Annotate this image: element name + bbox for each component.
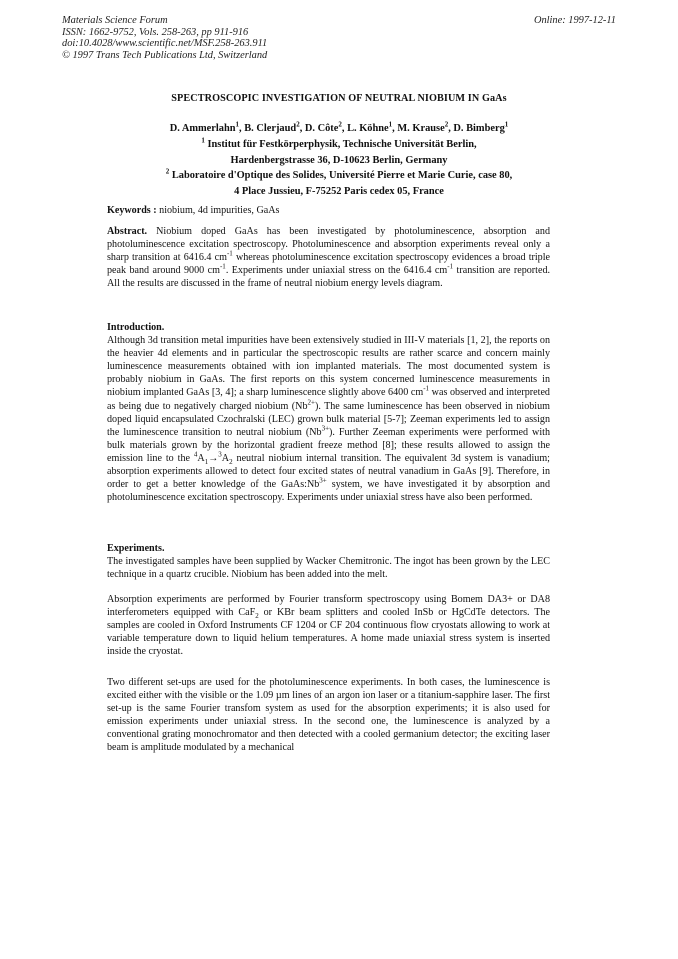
journal-doi[interactable]: doi:10.4028/www.scientific.net/MSF.258-263.911	[62, 38, 268, 50]
affiliation-mark: 1	[388, 120, 393, 129]
text-run: Two different set-ups are used for the photoluminescence experiments. In both cases, the luminescence is excited either with the visible or the 1.09 µm lines of an argon ion laser or a titanium-sapphire laser. The first set-up is the same Fourier transfom system as used for the absorption experiments; it is also used for emission experiments under uniaxial stress. In the second one, the luminescence is analyzed by a conventional grating monochromator and then detected with a cooled germanium detector; the exciting laser beam is amplitude modulated by a mechanical	[107, 677, 550, 754]
affiliation-2	[0, 168, 678, 184]
subscript: 1	[204, 457, 209, 466]
affiliation-text: Institut für Festkörperphysik, Technische Universität Berlin,	[207, 138, 477, 150]
text-run: or KBr beam splitters and cooled InSb or HgCdTe detectors. The samples are cooled in Oxford Instruments CF 1204 or CF 204 continuous flow cryostats allowing to work at variable temperature down to liquid helium temperatures. A home made uniaxial stress system is inserted inside the cryostat.	[107, 607, 550, 658]
journal-header	[62, 15, 616, 61]
affiliation-mark: 1	[235, 120, 240, 129]
text-run: system, we have investigated it by absorption and photoluminescence excitation spectroscopy. Experiments under uniaxial stress have also been performed.	[107, 479, 550, 504]
abstract-text: whereas photoluminescence excitation spectroscopy evidences a broad triple peak band around 9000 cm	[107, 252, 550, 277]
superscript: 3+	[321, 424, 330, 433]
superscript: -1	[423, 385, 430, 394]
abstract-text: transition are reported. All the results are discussed in the frame of neutral niobium energy levels diagram.	[107, 265, 551, 290]
online-date: Online: 1997-12-11	[533, 15, 616, 26]
affiliation-2-address: 4 Place Jussieu, F-75252 Paris cedex 05, France	[234, 186, 444, 198]
text-run: A	[197, 452, 205, 464]
affiliation-mark: 1	[201, 136, 205, 145]
arrow-symbol: →	[208, 452, 219, 464]
subscript: 2	[229, 457, 233, 466]
superscript: 3+	[319, 476, 327, 485]
abstract	[107, 225, 550, 290]
journal-issn: ISSN: 1662-9752, Vols. 258-263, pp 911-916	[62, 26, 249, 38]
superscript: 2+	[307, 398, 315, 407]
superscript: -1	[226, 249, 233, 258]
affiliation-text: Laboratoire d'Optique des Solides, Université Pierre et Marie Curie, case 80,	[171, 170, 513, 182]
author-name: B. Clerjaud	[244, 123, 297, 134]
affiliation-1-address: Hardenbergstrasse 36, D-10623 Berlin, Germany	[230, 154, 448, 166]
introduction-text	[107, 334, 550, 504]
text-run: was observed and interpreted as being due to negatively charged niobium (Nb	[107, 387, 550, 412]
affiliation-mark: 2	[338, 120, 342, 129]
text-run: Although 3d transition metal impurities have been extensively studied in III-V materials [1, 2], the reports on the heavier 4d elements and in particular the spectroscopic results are rather scarce and concern mainly luminescence measurements obtained with ion implanted materials. The most documented system is probably niobium in GaAs. The first reports on this system concerned luminescence measurements in niobium implanted GaAs [3, 4]; a sharp luminescence slightly above 6400 cm	[107, 335, 550, 399]
text-run: neutral niobium internal transition. The equivalent 3d system is vanadium; absorption experiments allowed to detect four excited states of neutral vanadium in GaAs [9]. Therefore, in order to get a better knowledge of the GaAs:Nb	[107, 452, 550, 491]
superscript: 3	[218, 450, 222, 459]
author-block	[0, 121, 678, 200]
introduction-heading: Introduction.	[107, 322, 165, 333]
author-name: L. Köhne	[347, 123, 389, 134]
author-list: D. Ammerlahn$^1$, B. Clerjaud$^2$, D. Côte$^2$, L. Köhne$^1$, M. Krause$^2$, D. Bimberg$^1$	[169, 120, 509, 134]
superscript: -1	[447, 262, 454, 271]
experiments-section	[107, 542, 550, 581]
text-run: ). Further Zeeman experiments were performed with bulk materials grown by the horizontal gradient freeze method [8]; these results allowed to assign the emission line to the	[107, 426, 550, 464]
text-run: Absorption experiments are performed by Fourier transform spectroscopy using Bomem DA3+ or DA8 interferometers equipped with CaF	[107, 594, 550, 619]
experiments-heading: Experiments.	[107, 543, 165, 554]
affiliation-mark: 2	[165, 167, 170, 176]
affiliation-1	[0, 137, 678, 153]
text-run: ). The same luminescence has been observed in niobium doped liquid encapsulated Czochralski (LEC) grown bulk material [5-7]; Zeeman experiments led to assign the luminescence transition to neutral niobium (Nb	[107, 400, 550, 438]
affiliation-mark: 2	[444, 120, 449, 129]
text-run: A	[221, 452, 230, 464]
superscript: 4	[193, 450, 198, 459]
author-name: M. Krause	[397, 123, 445, 134]
keywords-label: Keywords :	[107, 205, 157, 216]
paper-title: SPECTROSCOPIC INVESTIGATION OF NEUTRAL NIOBIUM IN GaAs	[171, 93, 507, 104]
abstract-text: Niobium doped GaAs has been investigated by photoluminescence, absorption and photoluminescence excitation spectroscopy. Photoluminescence and absorption experiments reveal only a sharp transition at 6416.4 cm	[107, 226, 551, 264]
affiliation-mark: 1	[504, 120, 509, 129]
abstract-label: Abstract.	[107, 226, 148, 237]
author-name: D. Ammerlahn	[169, 123, 236, 134]
experiments-paragraph-3	[107, 676, 550, 755]
experiments-paragraph-1: The investigated samples have been supplied by Wacker Chemitronic. The ingot has been grown by the LEC technique in a quartz crucible. Niobium has been added into the melt.	[107, 556, 550, 581]
abstract-text: . Experiments under uniaxial stress on the 6416.4 cm	[225, 265, 448, 277]
journal-copyright: © 1997 Trans Tech Publications Ltd, Switzerland	[62, 49, 268, 61]
affiliation-mark: 2	[296, 120, 300, 129]
author-name: D. Côte	[304, 123, 339, 134]
author-name: D. Bimberg	[453, 123, 505, 134]
introduction-section	[107, 321, 550, 504]
experiments-paragraph-2	[107, 593, 550, 658]
keywords	[107, 204, 550, 217]
journal-name: Materials Science Forum	[62, 15, 168, 26]
superscript: -1	[219, 262, 226, 271]
subscript: 2	[255, 612, 259, 621]
keywords-text: niobium, 4d impurities, GaAs	[159, 205, 280, 216]
